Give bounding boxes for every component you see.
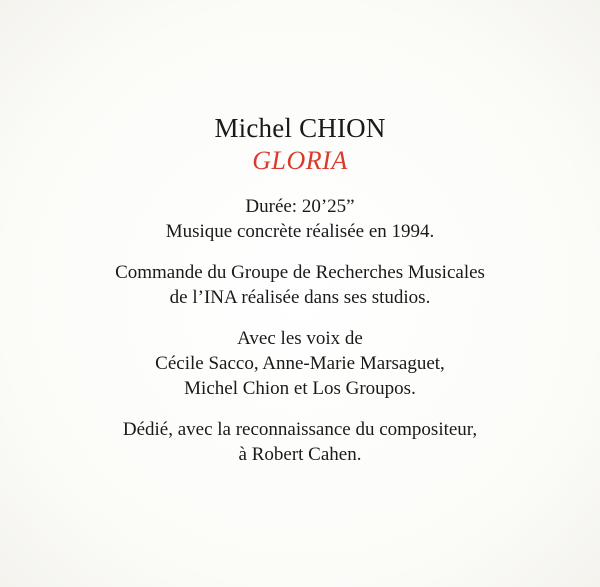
voices-line-2: Cécile Sacco, Anne-Marie Marsaguet, xyxy=(155,353,445,374)
commission-line-1: Commande du Groupe de Recherches Musicales xyxy=(115,262,485,283)
duration-block xyxy=(0,194,600,244)
duration-line: Durée: 20’25” xyxy=(245,196,355,217)
commission-line-2: de l’INA réalisée dans ses studios. xyxy=(169,287,431,308)
voices-line-3: Michel Chion et Los Groupos. xyxy=(184,378,416,399)
voices-line-1: Avec les voix de xyxy=(237,328,363,349)
voices-block xyxy=(0,326,600,401)
dedication-line-2: à Robert Cahen. xyxy=(238,444,362,465)
commission-block xyxy=(0,260,600,310)
liner-note-content xyxy=(0,112,600,467)
dedication-block xyxy=(0,417,600,467)
composer-name: Michel CHION xyxy=(214,113,386,143)
dedication-line-1: Dédié, avec la reconnaissance du compositeur, xyxy=(122,419,478,440)
genre-line: Musique concrète réalisée en 1994. xyxy=(165,221,435,242)
work-title: GLORIA xyxy=(252,146,348,175)
